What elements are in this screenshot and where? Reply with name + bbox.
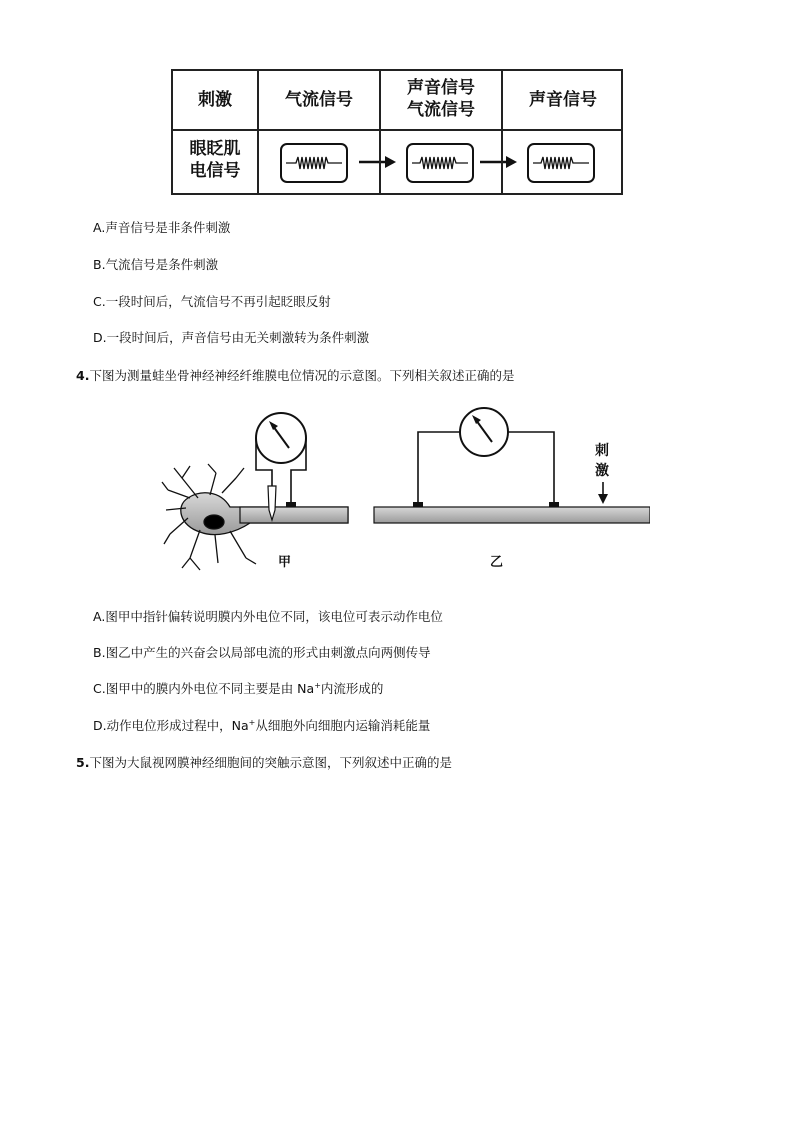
stimulus-label-1: 刺	[595, 443, 609, 459]
stimulus-label-2: 激	[595, 463, 609, 479]
header-sound: 声音信号	[529, 90, 597, 110]
emg-signal-3	[527, 143, 595, 183]
row-label-line1: 眼眨肌	[189, 139, 241, 159]
header-stimulus: 刺激	[198, 90, 232, 110]
q3-option-a: A.声音信号是非条件刺激	[93, 220, 231, 235]
emg-signal-2	[406, 143, 474, 183]
row-label-line2: 电信号	[189, 161, 241, 181]
header-sound-line1: 声音信号	[407, 78, 475, 98]
table-header-row	[173, 71, 621, 131]
q4-option-a: A.图甲中指针偏转说明膜内外电位不同，该电位可表示动作电位	[93, 609, 443, 624]
figure-label-yi: 乙	[490, 555, 504, 570]
table-signal-row	[173, 129, 621, 193]
header-airflow-line2: 气流信号	[407, 100, 475, 120]
q3-option-d: D.一段时间后，声音信号由无关刺激转为条件刺激	[93, 330, 370, 345]
table-divider	[501, 71, 503, 193]
question-5-stem: 5.下图为大鼠视网膜神经细胞间的突触示意图，下列叙述中正确的是	[76, 755, 452, 770]
nerve-fiber-diagram	[160, 398, 650, 578]
q4-option-b: B.图乙中产生的兴奋会以局部电流的形式由刺激点向两侧传导	[93, 645, 431, 660]
q3-option-c: C.一段时间后，气流信号不再引起眨眼反射	[93, 294, 331, 309]
emg-signal-1	[280, 143, 348, 183]
header-airflow: 气流信号	[285, 90, 353, 110]
q4-option-d: D.动作电位形成过程中，Na+从细胞外向细胞内运输消耗能量	[93, 717, 431, 733]
q3-option-b: B.气流信号是条件刺激	[93, 257, 219, 272]
membrane-potential-figure	[160, 398, 650, 578]
question-4-stem: 4.下图为测量蛙坐骨神经神经纤维膜电位情况的示意图。下列相关叙述正确的是	[76, 368, 515, 383]
table-divider	[379, 71, 381, 193]
stimulus-signal-table	[171, 69, 623, 195]
q4-option-c: C.图甲中的膜内外电位不同主要是由 Na+内流形成的	[93, 680, 384, 696]
figure-label-jia: 甲	[278, 555, 292, 570]
table-divider	[257, 71, 259, 193]
